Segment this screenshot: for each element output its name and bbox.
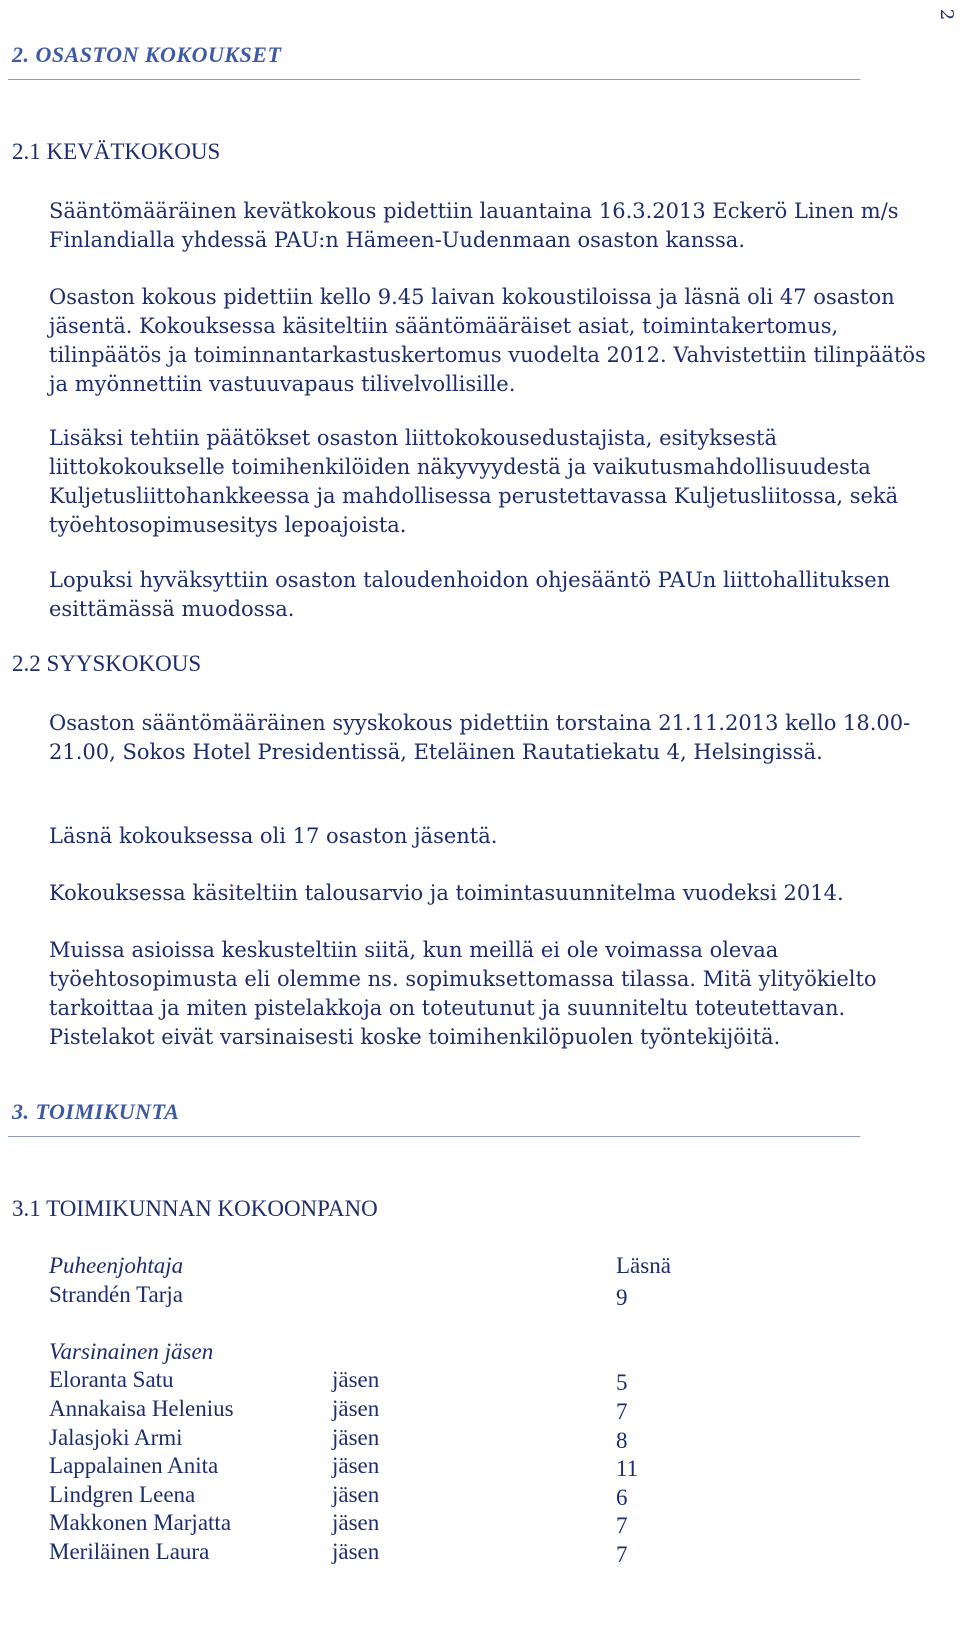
spring-paragraph-2: Osaston kokous pidettiin kello 9.45 laivan kokoustiloissa ja läsnä oli 47 osaston jäsentä. Kokouksessa käsiteltiin sääntömääräiset asiat, toimintakertomus, tilinpäätös ja toiminnantarkastuskertomus vuodelta 2012. Vahvistettiin tilinpäätös ja myönnettiin vastuuvapaus tilivelvollisille. [49,285,926,396]
member-role: jäsen [332,1482,380,1507]
attendance-column-header: Läsnä [616,1253,671,1278]
chair-attendance: 9 [616,1285,628,1310]
member-row [0,1539,960,1569]
member-role: jäsen [332,1453,380,1478]
section-2-divider [8,79,860,80]
autumn-paragraph-4: Muissa asioissa keskusteltiin siitä, kun meillä ei ole voimassa olevaa työehtosopimusta eli olemme ns. sopimuksettomassa tilassa. Mitä ylityökielto tarkoittaa ja miten pistelakkoja on toteutunut ja suunniteltu toteutettavan. Pistelakot eivät varsinaisesti koske toimihenkilöpuolen työntekijöitä. [49,938,877,1049]
member-name: Lappalainen Anita [49,1453,219,1478]
member-row [0,1367,960,1397]
section-3-heading: 3. TOIMIKUNTA [12,1099,180,1124]
member-attendance: 6 [616,1485,628,1510]
member-row [0,1453,960,1483]
spring-paragraph-4: Lopuksi hyväksyttiin osaston taloudenhoidon ohjesääntö PAUn liittohallituksen esittämässä muodossa. [49,568,891,621]
spring-paragraph-3: Lisäksi tehtiin päätökset osaston liittokokousedustajista, esityksestä liittokokoukselle toimihenkilöiden näkyvyydestä ja vaikutusmahdollisuudesta Kuljetusliittohankkeessa ja mahdollisessa perustettavassa Kuljetusliitossa, sekä työehtosopimusesitys lepoajoista. [49,426,899,537]
members-role-label: Varsinainen jäsen [49,1339,214,1364]
committee-composition-heading: 3.1 TOIMIKUNNAN KOKOONPANO [12,1196,378,1221]
chair-row [0,1282,960,1312]
member-role: jäsen [332,1367,380,1392]
member-attendance: 11 [616,1456,639,1481]
autumn-paragraph-1: Osaston sääntömääräinen syyskokous pidettiin torstaina 21.11.2013 kello 18.00-21.00, Sokos Hotel Presidentissä, Eteläinen Rautatiekatu 4, Helsingissä. [49,711,911,764]
spring-meeting-heading: 2.1 KEVÄTKOKOUS [12,139,221,164]
section-2-heading: 2. OSASTON KOKOUKSET [12,42,282,67]
chair-name: Strandén Tarja [49,1282,184,1307]
member-name: Meriläinen Laura [49,1539,210,1564]
member-role: jäsen [332,1425,380,1450]
spring-paragraph-1: Sääntömääräinen kevätkokous pidettiin lauantaina 16.3.2013 Eckerö Linen m/s Finlandialla yhdessä PAU:n Hämeen-Uudenmaan osaston kanssa. [49,199,899,252]
member-name: Annakaisa Helenius [49,1396,234,1421]
member-attendance: 7 [616,1399,628,1424]
member-role: jäsen [332,1539,380,1564]
member-role: jäsen [332,1510,380,1535]
chair-role-label: Puheenjohtaja [49,1253,184,1278]
member-attendance: 7 [616,1542,628,1567]
autumn-paragraph-3: Kokouksessa käsiteltiin talousarvio ja toimintasuunnitelma vuodeksi 2014. [49,881,844,905]
autumn-meeting-heading: 2.2 SYYSKOKOUS [12,651,202,676]
member-row [0,1396,960,1426]
member-row [0,1510,960,1540]
autumn-paragraph-2: Läsnä kokouksessa oli 17 osaston jäsentä. [49,824,498,848]
member-attendance: 8 [616,1428,628,1453]
member-name: Makkonen Marjatta [49,1510,232,1535]
member-row [0,1425,960,1455]
member-name: Jalasjoki Armi [49,1425,183,1450]
member-attendance: 7 [616,1513,628,1538]
member-row [0,1482,960,1512]
member-attendance: 5 [616,1370,628,1395]
member-name: Eloranta Satu [49,1367,174,1392]
member-name: Lindgren Leena [49,1482,196,1507]
page-number: 2 [935,8,957,21]
member-role: jäsen [332,1396,380,1421]
section-3-divider [8,1136,860,1137]
